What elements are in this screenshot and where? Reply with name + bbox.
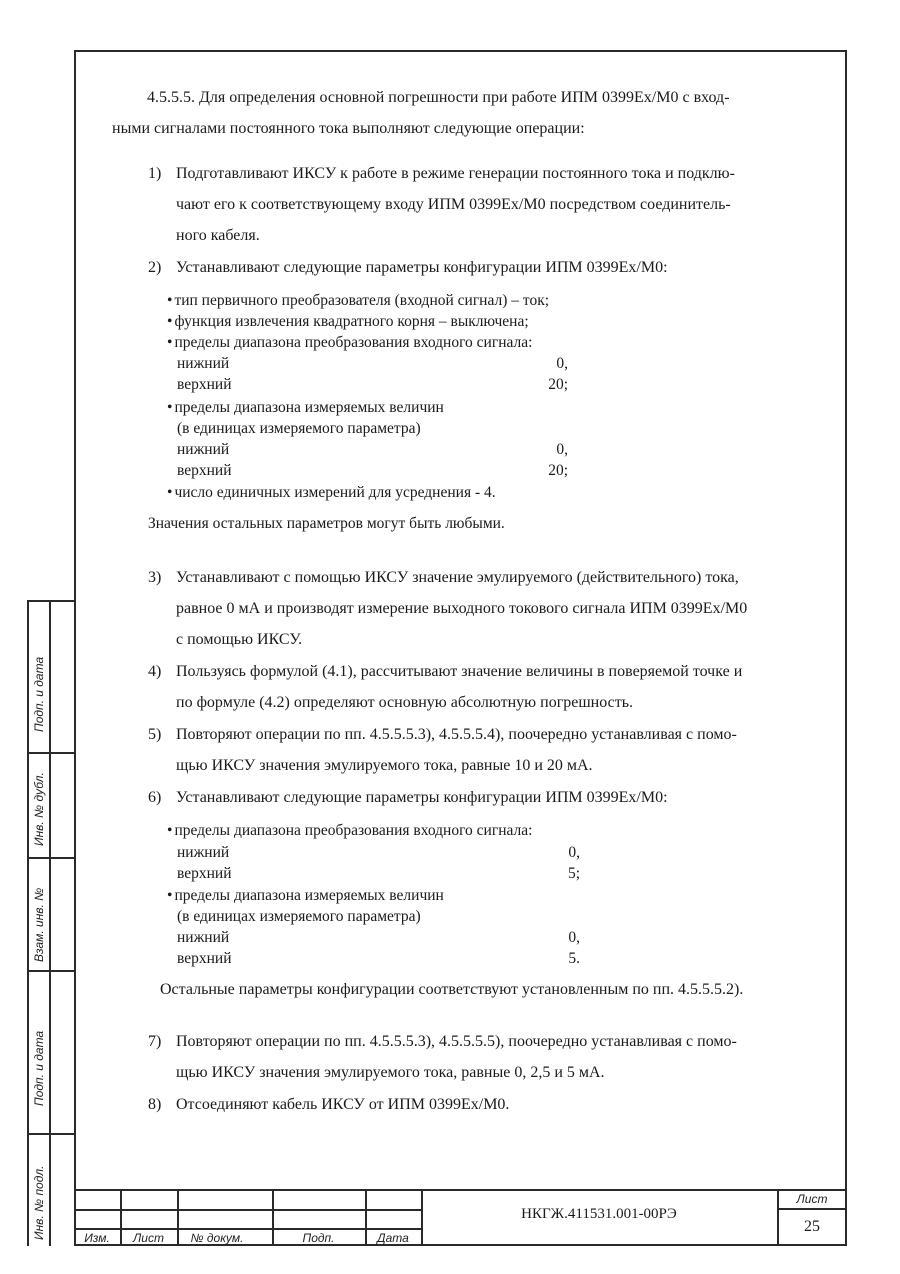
config1-bullet-sqrt: • функция извлечения квадратного корня – выключена; (167, 314, 529, 330)
side-label-dup-inv: Инв. № дубл. (32, 772, 46, 846)
step-2-line-1: Устанавливают следующие параметры конфигурации ИПМ 0399Ex/M0: (176, 259, 668, 276)
side-label-sign-date-2: Подп. и дата (32, 1030, 46, 1106)
step-3-line-3: с помощью ИКСУ. (176, 631, 303, 648)
step-5-number: 5) (148, 726, 162, 743)
config2-meas-high-value: 5. (568, 950, 580, 967)
step-6-number: 6) (148, 789, 162, 806)
config2-meas-low-value: 0, (568, 929, 580, 946)
step-3-number: 3) (148, 569, 162, 586)
config2-bullet-conv-range: • пределы диапазона преобразования входного сигнала: (167, 823, 532, 839)
step-5-line-2: щью ИКСУ значения эмулируемого тока, равные 10 и 20 мА. (176, 757, 593, 774)
step-1-number: 1) (148, 165, 162, 182)
stamp-col-sheet: Лист (133, 1231, 164, 1245)
step-6-line-1: Устанавливают следующие параметры конфигурации ИПМ 0399Ex/M0: (176, 789, 668, 806)
step-7-number: 7) (148, 1033, 162, 1050)
step-4-line-2: по формуле (4.2) определяют основную абсолютную погрешность. (176, 694, 634, 711)
stamp-col-date: Дата (377, 1231, 409, 1245)
stamp-col-signature: Подп. (302, 1231, 335, 1245)
side-strip-divider (27, 1133, 74, 1135)
document-code: НКГЖ.411531.001-00РЭ (521, 1206, 677, 1222)
step-2-number: 2) (148, 259, 162, 276)
config2-conv-low-value: 0, (568, 844, 580, 861)
side-label-orig-inv: Инв. № подл. (32, 1165, 46, 1240)
side-label-sign-date-1: Подп. и дата (32, 656, 46, 732)
config1-note: Значения остальных параметров могут быть любыми. (148, 515, 505, 532)
step-8-line-1: Отсоединяют кабель ИКСУ от ИПМ 0399Ex/M0. (176, 1096, 510, 1113)
config1-meas-low-value: 0, (556, 441, 568, 458)
config2-conv-high-value: 5; (567, 865, 580, 882)
config1-meas-units-note: (в единицах измеряемого параметра) (177, 420, 421, 437)
step-8-number: 8) (148, 1096, 162, 1113)
config1-bullet-sensor-type: • тип первичного преобразователя (входной сигнал) – ток; (167, 293, 549, 309)
config1-meas-high-value: 20; (548, 462, 568, 479)
step-7-line-1: Повторяют операции по пп. 4.5.5.5.3), 4.5.5.5.5), поочередно устанавливая с помо- (176, 1033, 737, 1050)
intro-line-1: 4.5.5.5. Для определения основной погрешности при работе ИПМ 0399Ex/M0 с вход- (147, 89, 730, 106)
config1-conv-low-label: нижний (177, 355, 230, 372)
sheet-number: 25 (804, 1218, 820, 1235)
config2-conv-low-label: нижний (177, 844, 230, 861)
config1-meas-low-label: нижний (177, 441, 230, 458)
stamp-col-doc-no: № докум. (190, 1231, 244, 1245)
step-1-line-2: чают его к соответствующему входу ИПМ 0399Ex/M0 посредством соединитель- (176, 196, 731, 213)
config1-bullet-conv-range: • пределы диапазона преобразования входного сигнала: (167, 335, 532, 351)
step-1-line-1: Подготавливают ИКСУ к работе в режиме генерации постоянного тока и подклю- (176, 165, 735, 182)
side-strip-divider-vertical (49, 600, 51, 1246)
side-label-replace-inv: Взам. инв. № (32, 887, 46, 962)
stamp-top-line (74, 1189, 847, 1191)
config2-bullet-meas-range: • пределы диапазона измеряемых величин (167, 888, 444, 904)
config2-meas-high-label: верхний (177, 950, 232, 967)
stamp-row-line (74, 1228, 421, 1230)
config1-bullet-averaging: • число единичных измерений для усреднения - 4. (167, 485, 496, 501)
config1-meas-high-label: верхний (177, 462, 232, 479)
config2-note: Остальные параметры конфигурации соответствуют установленным по пп. 4.5.5.5.2). (160, 981, 744, 998)
side-strip-divider (27, 752, 74, 754)
config1-bullet-meas-range: • пределы диапазона измеряемых величин (167, 400, 444, 416)
config2-conv-high-label: верхний (177, 865, 232, 882)
sheet-label: Лист (796, 1192, 828, 1206)
step-7-line-2: щью ИКСУ значения эмулируемого тока, равные 0, 2,5 и 5 мА. (176, 1064, 605, 1081)
stamp-col-change: Изм. (84, 1231, 110, 1245)
step-3-line-1: Устанавливают с помощью ИКСУ значение эмулируемого (действительного) тока, (176, 569, 739, 586)
step-4-line-1: Пользуясь формулой (4.1), рассчитывают значение величины в поверяемой точке и (176, 663, 743, 680)
step-4-number: 4) (148, 663, 162, 680)
config1-conv-high-label: верхний (177, 376, 232, 393)
config2-meas-units-note: (в единицах измеряемого параметра) (177, 908, 421, 925)
intro-line-2: ными сигналами постоянного тока выполняют следующие операции: (112, 120, 585, 137)
side-strip-divider (27, 970, 74, 972)
side-strip-divider (27, 857, 74, 859)
step-5-line-1: Повторяют операции по пп. 4.5.5.5.3), 4.5.5.5.4), поочередно устанавливая с помо- (176, 726, 737, 743)
stamp-row-line (74, 1209, 421, 1211)
stamp-sheet-line (777, 1208, 847, 1210)
config2-meas-low-label: нижний (177, 929, 230, 946)
config1-conv-low-value: 0, (556, 355, 568, 372)
step-3-line-2: равное 0 мА и производят измерение выходного токового сигнала ИПМ 0399Ex/M0 (176, 600, 748, 617)
config1-conv-high-value: 20; (548, 376, 568, 393)
step-1-line-3: ного кабеля. (176, 227, 260, 244)
